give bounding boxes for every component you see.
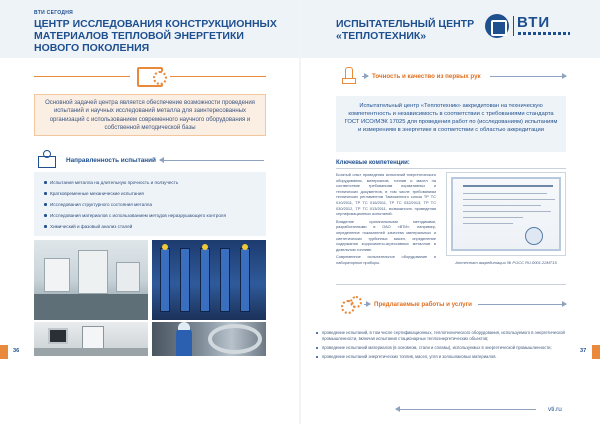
arrow-right-icon (364, 304, 370, 305)
arrow-right-icon (362, 76, 368, 77)
right-page (300, 0, 600, 424)
arrow-right-icon (490, 76, 566, 77)
gear-monitor-icon (133, 63, 167, 89)
accreditation-statement: Испытательный центр «Теплотехник» аккредитован на техническую компетентность и независимость в соответствии с требованиями стандарта ГОСТ ИСО/МЭК 17025 для проведения работ по (исследованиям) испытаниям и измерениям в энергетике в соответствии с областью аккредитации (336, 96, 566, 152)
divider-line (336, 168, 566, 169)
works-heading: Предлагаемые работы и услуги (374, 301, 472, 308)
arrow-left-icon (160, 160, 264, 161)
list-item: проведение испытаний материалов (в основном, стали и сплавы), используемых в энергетической промышленности; (316, 345, 578, 351)
list-item: Исследования материалов с использованием методов неразрушающего контроля (44, 210, 226, 221)
divider-line (34, 76, 130, 77)
section-kicker: ВТИ СЕГОДНЯ (34, 10, 74, 16)
gears-icon (340, 296, 360, 316)
logo-text: ВТИ (517, 14, 551, 31)
page-number: 37 (580, 348, 587, 354)
competencies-heading: Ключевые компетенции: (336, 160, 410, 166)
list-item: проведение испытаний энергетических топлив, масел, угля и золошлаковых материалов. (316, 354, 578, 360)
page-number: 36 (13, 348, 20, 354)
list-item: Химический и фазовый анализ сталей (44, 221, 226, 232)
tests-heading: Направленность испытаний (66, 157, 156, 164)
creep-test-rigs-photo (152, 240, 266, 320)
divider-line (170, 76, 266, 77)
page-title: ЦЕНТР ИССЛЕДОВАНИЯ КОНСТРУКЦИОННЫХ МАТЕРИАЛОВ ТЕПЛОВОЙ ЭНЕРГЕТИКИ НОВОГО ПОКОЛЕНИЯ (34, 18, 277, 54)
site-url: vti.ru (548, 406, 562, 413)
quality-heading: Точность и качество из первых рук (372, 73, 481, 80)
arrow-right-icon (478, 304, 566, 305)
page-tab (0, 345, 8, 359)
works-list (316, 330, 578, 363)
vti-logo (485, 14, 570, 40)
divider-line (336, 284, 566, 285)
seal-icon (525, 227, 543, 245)
list-item: Кратковременные механические испытания (44, 188, 226, 199)
laboratory-icon (36, 150, 56, 168)
logo-mark-icon (485, 14, 509, 38)
microscope-workstation-photo (34, 322, 148, 356)
accreditation-certificate-image (446, 172, 566, 256)
list-item: Исследования структурного состояния металла (44, 199, 226, 210)
tests-list (44, 177, 226, 232)
paragraph: Современное испытательное оборудование и лабораторные приборы. (336, 254, 436, 265)
page-title: ИСПЫТАТЕЛЬНЫЙ ЦЕНТР «ТЕПЛОТЕХНИК» (336, 18, 475, 42)
competencies-text (336, 172, 436, 268)
certificate-caption: Аттестат аккредитации № РОСС RU.0001.22МТ15 (455, 260, 557, 265)
paragraph: Владение оригинальными методиками, разработанными в ОАО «ВТИ», например, определение показателей качества минеральных и синтетических турбинных масел, определение содержания коррозионно-агрессивных металлов в дизельном топливе. (336, 218, 436, 252)
mission-statement: Основной задачей центра является обеспечение возможности проведения испытаний и научных исследований металла для заинтересованных организаций с использованием современного научного оборудования и собственной методической базы (34, 94, 266, 136)
arrow-left-icon (396, 409, 536, 410)
page-tab (592, 345, 600, 359)
tests-panel (34, 172, 266, 236)
list-item: проведение испытаний, в том числе сертификационных, теплотехнического оборудования, используемого в энергетической промышленности, включая испытания стационарных теплоэнергетических объектов; (316, 330, 578, 342)
list-item: Испытания металла на длительную прочность и ползучесть (44, 177, 226, 188)
microscope-icon (340, 66, 358, 84)
paragraph: Богатый опыт проведения испытаний энергетического оборудования, материалов, топлив и масел на соответствие требованиям нормативных и технических документов, в том числе требованиям технических регламентов Таможенного союза ТР ТС 010/2011, ТР ТС 016/2011, ТР ТС 032/2013, ТР ТС 030/2012, ТР ТС 013/2011, возможность проведения сертификационных испытаний. (336, 172, 436, 217)
engineer-inspection-photo (152, 322, 266, 356)
lab-equipment-photo (34, 240, 148, 320)
